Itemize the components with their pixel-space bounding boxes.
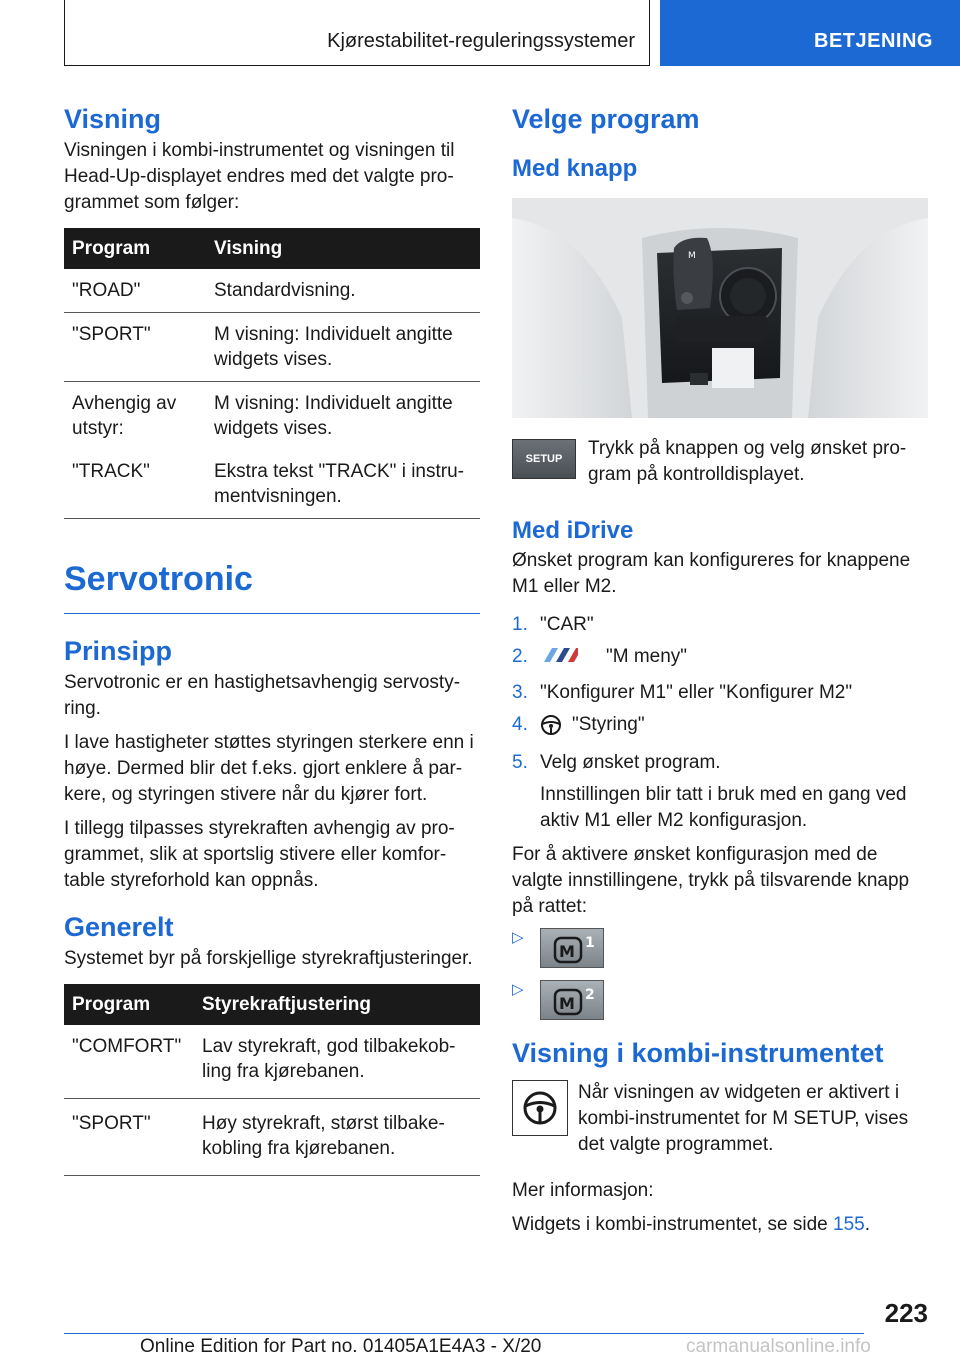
prinsipp-heading: Prinsipp (64, 636, 173, 666)
svg-text:M: M (559, 942, 575, 961)
edition-text: Online Edition for Part no. 01405A1E4A3 - X/20 (140, 1336, 542, 1357)
med-idrive-heading: Med iDrive (512, 517, 634, 544)
table-header-program: Program (64, 984, 194, 1025)
page-link[interactable]: 155 (833, 1214, 865, 1235)
left-column (64, 100, 480, 1176)
table-cell: M visning: Individuelt angitte widgets vises. (206, 313, 480, 382)
steering-wheel-icon (512, 1080, 568, 1136)
list-item (512, 612, 928, 638)
table-cell: M visning: Individuelt angitte widgets vises. (214, 393, 453, 439)
table-row (64, 1099, 480, 1176)
velge-program-heading: Velge program (512, 104, 700, 134)
step-text: "CAR" (540, 614, 594, 635)
idrive-intro: Ønsket program kan konfigureres for knappene M1 eller M2. (512, 550, 911, 597)
visning-table (64, 228, 480, 519)
generelt-heading: Generelt (64, 912, 174, 942)
table-header-visning: Visning (206, 228, 480, 269)
idrive-steps (512, 612, 928, 776)
step-number: 5. (512, 752, 528, 773)
svg-text:M: M (688, 251, 696, 261)
m2-button[interactable] (540, 980, 604, 1020)
step-text: "M meny" (606, 646, 688, 667)
table-row (64, 1025, 480, 1099)
page-number: 223 (884, 1298, 928, 1328)
chapter-tab-label: BETJENING (814, 30, 933, 52)
widgets-text: Widgets i kombi-instrumentet, se side (512, 1214, 828, 1235)
table-cell: Ekstra tekst "TRACK" i instru-mentvisningen. (206, 450, 480, 519)
list-item (512, 928, 928, 968)
table-cell: Høy styrekraft, størst tilbake-kobling fra kjørebanen. (194, 1099, 480, 1176)
med-knapp-heading: Med knapp (512, 155, 638, 182)
right-column (512, 100, 928, 1246)
generelt-paragraph: Systemet byr på forskjellige styrekraftjusteringer. (64, 948, 473, 969)
m1-icon (541, 929, 605, 969)
step-number: 4. (512, 714, 528, 735)
table-cell: Lav styrekraft, god tilbakekob-ling fra kjørebanen. (194, 1025, 480, 1099)
table-header-styrekraft: Styrekraftjustering (194, 984, 480, 1025)
setup-text: Trykk på knappen og velg ønsket pro-gram på kontrolldisplayet. (588, 438, 907, 485)
step-text: "Konfigurer M1" eller "Konfigurer M2" (540, 682, 853, 703)
prinsipp-paragraph-2: I lave hastigheter støttes styringen sterkere enn i høye. Dermed blir det f.eks. gjort enklere å par-kere, og styringen stivere når du kjører fort. (64, 732, 474, 805)
bullet-triangle-icon: ▷ (512, 981, 524, 998)
list-item (512, 680, 928, 706)
table-cell: Avhengig av utstyr: (72, 393, 177, 439)
table-cell: "SPORT" (64, 313, 206, 382)
activate-text: For å aktivere ønsket konfigurasjon med de valgte innstillingene, trykk på tilsvarende knapp på rattet: (512, 844, 910, 917)
kombi-text: Når visningen av widgeten er aktivert i kombi-instrumentet for M SETUP, vises det valgte programmet. (578, 1082, 909, 1155)
setup-button[interactable]: SETUP (512, 439, 576, 479)
watermark: carmanualsonline.info (686, 1336, 871, 1357)
visning-heading: Visning (64, 104, 162, 134)
prinsipp-paragraph-1: Servotronic er en hastighetsavhengig servosty-ring. (64, 672, 461, 719)
step-text: "Styring" (572, 714, 645, 735)
table-row (64, 313, 480, 382)
section-title-box (64, 0, 650, 66)
footer-divider (64, 1333, 864, 1334)
styrekraft-table (64, 984, 480, 1176)
servotronic-heading: Servotronic (64, 555, 480, 614)
table-cell: "TRACK" (64, 450, 206, 519)
mer-info: Mer informasjon: (512, 1180, 654, 1201)
section-title: Kjørestabilitet-reguleringssystemer (327, 30, 635, 52)
steering-wheel-icon (540, 714, 562, 744)
table-row (64, 382, 480, 451)
table-cell: "COMFORT" (64, 1025, 194, 1099)
bullet-triangle-icon: ▷ (512, 929, 524, 946)
list-item (512, 712, 928, 744)
step-number: 2. (512, 646, 528, 667)
table-row (64, 450, 480, 519)
page-header (0, 0, 960, 66)
kombi-heading: Visning i kombi-instrumentet (512, 1038, 884, 1068)
list-item (512, 750, 928, 776)
table-header-program: Program (64, 228, 206, 269)
step-5-note: Innstillingen blir tatt i bruk med en gang ved aktiv M1 eller M2 konfigurasjon. (540, 784, 907, 831)
svg-text:2: 2 (585, 987, 595, 1003)
svg-text:1: 1 (585, 935, 595, 951)
step-number: 3. (512, 682, 528, 703)
m-menu-icon (540, 644, 594, 674)
prinsipp-paragraph-3: I tillegg tilpasses styrekraften avhengig av pro-grammet, slik at sportslig stivere eller komfor-table styreforhold kan oppnås. (64, 818, 455, 891)
table-cell: Standardvisning. (206, 269, 480, 313)
gear-selector-photo (512, 198, 928, 418)
m2-icon (541, 981, 605, 1021)
svg-text:M: M (559, 994, 575, 1013)
table-cell: "SPORT" (64, 1099, 194, 1176)
table-row (64, 269, 480, 313)
table-cell: "ROAD" (64, 269, 206, 313)
step-number: 1. (512, 614, 528, 635)
visning-intro: Visningen i kombi-instrumentet og visningen til Head-Up-displayet endres med det valgte pro-grammet som følger: (64, 140, 455, 213)
step-text: Velg ønsket program. (540, 752, 721, 773)
chapter-tab (660, 0, 960, 66)
widgets-reference: Widgets i kombi-instrumentet, se side 155. (512, 1214, 870, 1235)
list-item (512, 644, 928, 674)
center-console-illustration (512, 198, 928, 418)
list-item (512, 980, 928, 1020)
m1-button[interactable] (540, 928, 604, 968)
kombi-info (512, 1080, 928, 1166)
setup-instruction (512, 436, 928, 496)
